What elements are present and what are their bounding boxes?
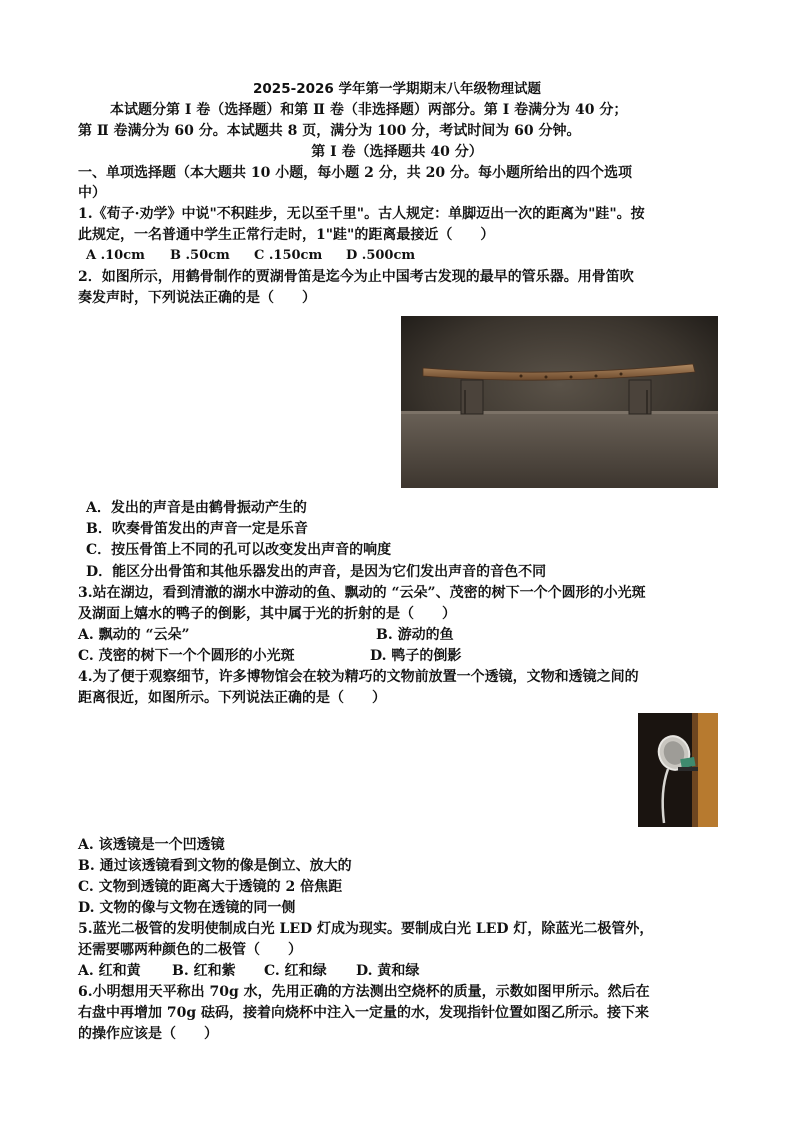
section-heading-line-2: 中） [78,185,106,201]
q1-option-d: D .500cm [346,248,416,263]
q5-option-c: C. 红和绿 [264,963,327,979]
part-title: 第 Ⅰ 卷（选择题共 40 分） [311,144,483,160]
q2-option-d: D．能区分出骨笛和其他乐器发出的声音，是因为它们发出声音的音色不同 [86,564,547,580]
q3-option-c: C. 茂密的树下一个个圆形的小光斑 [78,648,295,664]
q4-option-a: A. 该透镜是一个凹透镜 [78,837,225,853]
q3-option-b: B. 游动的鱼 [376,627,454,643]
q1-option-c: C .150cm [254,248,323,263]
museum-lens-photo [638,713,718,827]
q5-stem-line-1: 5.蓝光二极管的发明使制成白光 LED 灯成为现实。要制成白光 LED 灯，除蓝光二极管外， [78,921,654,937]
q1-stem-line-1: 1.《荀子·劝学》中说"不积跬步，无以至千里"。古人规定：单脚迈出一次的距离为"跬"。按 [78,206,645,222]
q4-option-d: D. 文物的像与文物在透镜的同一侧 [78,900,296,916]
q5-option-b: B. 红和紫 [172,963,236,979]
q2-stem-line-1: 2．如图所示，用鹤骨制作的贾湖骨笛是迄今为止中国考古发现的最早的管乐器。用骨笛吹 [78,269,634,285]
bone-flute-photo [401,316,718,488]
q2-option-b: B．吹奏骨笛发出的声音一定是乐音 [86,521,308,537]
q2-option-a: A．发出的声音是由鹤骨振动产生的 [86,500,307,516]
q6-stem-line-1: 6.小明想用天平称出 70g 水，先用正确的方法测出空烧杯的质量，示数如图甲所示。然后在 [78,984,650,1000]
q2-stem-line-2: 奏发声时，下列说法正确的是（ ） [78,290,316,306]
q3-stem-line-2: 及湖面上嬉水的鸭子的倒影，其中属于光的折射的是（ ） [78,606,456,622]
q3-option-a: A. 飘动的 “云朵” [78,627,190,643]
q6-stem-line-3: 的操作应该是（ ） [78,1026,218,1042]
q2-option-c: C．按压骨笛上不同的孔可以改变发出声音的响度 [86,542,392,558]
q4-stem-line-1: 4.为了便于观察细节，许多博物馆会在较为精巧的文物前放置一个透镜，文物和透镜之间的 [78,669,639,685]
q5-option-a: A. 红和黄 [78,963,141,979]
q4-stem-line-2: 距离很近，如图所示。下列说法正确的是（ ） [78,690,386,706]
intro-line-2: 第 Ⅱ 卷满分为 60 分。本试题共 8 页，满分为 100 分，考试时间为 60 分钟。 [78,123,581,139]
q3-option-d: D. 鸭子的倒影 [370,648,462,664]
q5-stem-line-2: 还需要哪两种颜色的二极管（ ） [78,942,302,958]
section-heading-line-1: 一、单项选择题（本大题共 10 小题，每小题 2 分，共 20 分。每小题所给出的四个选项 [78,165,632,181]
q1-stem-line-2: 此规定，一名普通中学生正常行走时，1"跬"的距离最接近（ ） [78,227,495,243]
q3-stem-line-1: 3.站在湖边，看到清澈的湖水中游动的鱼、飘动的 “云朵”、茂密的树下一个个圆形的小光斑 [78,585,646,601]
q4-option-b: B. 通过该透镜看到文物的像是倒立、放大的 [78,858,352,874]
intro-line-1: 本试题分第 Ⅰ 卷（选择题）和第 Ⅱ 卷（非选择题）两部分。第 Ⅰ 卷满分为 40 分； [110,102,628,118]
q5-option-d: D. 黄和绿 [356,963,420,979]
q1-option-a: A .10cm [86,248,145,263]
q6-stem-line-2: 右盘中再增加 70g 砝码，接着向烧杯中注入一定量的水，发现指针位置如图乙所示。接下来 [78,1005,650,1021]
q4-option-c: C. 文物到透镜的距离大于透镜的 2 倍焦距 [78,879,343,895]
q1-option-b: B .50cm [170,248,230,263]
exam-title: 2025-2026 学年第一学期期末八年级物理试题 [253,81,541,97]
